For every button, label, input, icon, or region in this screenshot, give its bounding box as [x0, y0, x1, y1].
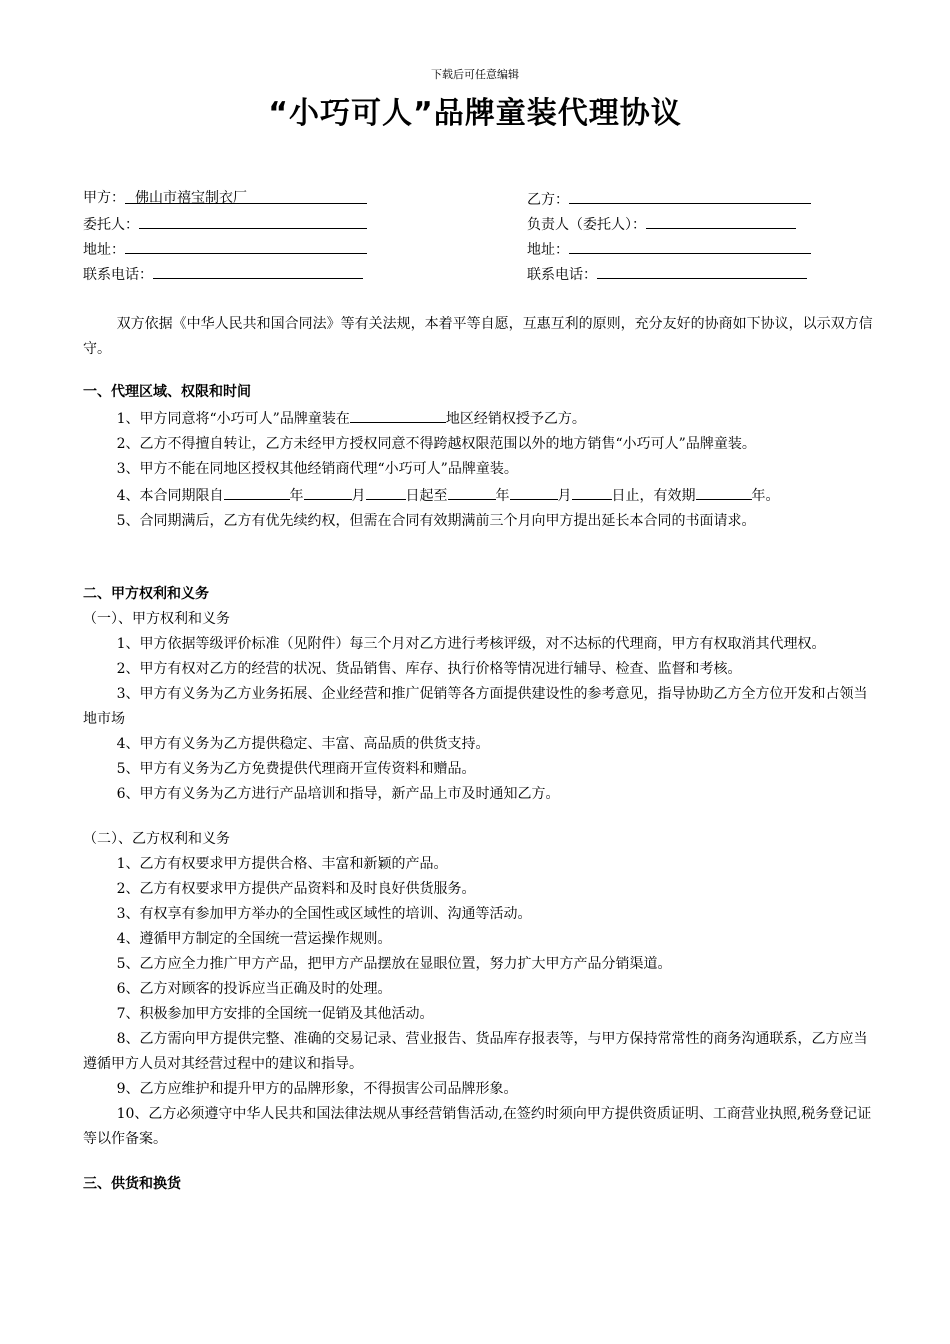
party-b-block: [527, 186, 811, 286]
agreement-body: [83, 312, 873, 1197]
sec2-sub2-item-8: 8、乙方需向甲方提供完整、准确的交易记录、营业报告、货品库存报表等，与甲方保持常常性的商务沟通联系，乙方应当遵循甲方人员对其经营过程中的建议和指导。: [83, 1031, 868, 1072]
party-a-block: [83, 186, 367, 286]
sec2-sub2-title: （二）、乙方权利和义务: [83, 831, 230, 847]
intro-paragraph: 双方依据《中华人民共和国合同法》等有关法规，本着平等自愿，互惠互利的原则，充分友好的协商如下协议，以示双方信守。: [83, 316, 873, 357]
start-year-field[interactable]: [224, 482, 290, 500]
sec2-sub1-title: （一）、甲方权利和义务: [83, 611, 230, 627]
sec2-sub2-item-3: 3、有权享有参加甲方举办的全国性或区域性的培训、沟通等活动。: [116, 906, 532, 922]
party-b-name-field[interactable]: [569, 186, 811, 204]
party-b-address-field[interactable]: [569, 236, 811, 254]
sec2-sub2-item-6: 6、乙方对顾客的投诉应当正确及时的处理。: [116, 981, 392, 997]
party-b-address-label: 地址：: [527, 242, 569, 258]
party-b-agent-label: 负责人（委托人）：: [527, 217, 646, 233]
sec1-item-4: 4、本合同期限自 年 月 日起至 年 月 日止，有效期 年。: [83, 482, 873, 509]
section-2-title: 二、甲方权利和义务: [83, 586, 209, 602]
party-a-name: 佛山市禧宝制衣厂: [135, 190, 247, 206]
validity-years-field[interactable]: [696, 482, 752, 500]
sec2-sub1-item-1: 1、甲方依据等级评价标准（见附件）每三个月对乙方进行考核评级，对不达标的代理商，甲方有权取消其代理权。: [116, 636, 826, 652]
end-month-field[interactable]: [510, 482, 558, 500]
party-b-name-row: [527, 186, 811, 211]
sec2-sub1-item-5: 5、甲方有义务为乙方免费提供代理商开宣传资料和赠品。: [116, 761, 476, 777]
party-a-address-row: [83, 236, 367, 261]
sec2-sub2-item-4: 4、遵循甲方制定的全国统一营运操作规则。: [116, 931, 392, 947]
section-3-title: 三、供货和换货: [83, 1176, 181, 1192]
party-b-phone-field[interactable]: [597, 261, 807, 279]
party-b-address-row: [527, 236, 811, 261]
region-field[interactable]: [350, 405, 446, 423]
sec1-item-1: 1、甲方同意将“小巧可人”品牌童装在 地区经销权授予乙方。: [83, 405, 873, 432]
sec2-sub1-item-4: 4、甲方有义务为乙方提供稳定、丰富、高品质的供货支持。: [116, 736, 490, 752]
party-b-agent-row: [527, 211, 811, 236]
party-a-phone-field[interactable]: [153, 261, 363, 279]
sec1-item-3: 3、甲方不能在同地区授权其他经销商代理“小巧可人”品牌童装。: [116, 461, 518, 477]
sec2-sub2-item-2: 2、乙方有权要求甲方提供产品资料和及时良好供货服务。: [116, 881, 476, 897]
end-day-field[interactable]: [572, 482, 612, 500]
header-note: 下载后可任意编辑: [431, 68, 519, 81]
sec1-item-2: 2、乙方不得擅自转让，乙方未经甲方授权同意不得跨越权限范围以外的地方销售“小巧可人”品牌童装。: [116, 436, 756, 452]
party-a-name-field[interactable]: [125, 186, 367, 204]
sec2-sub2-item-1: 1、乙方有权要求甲方提供合格、丰富和新颖的产品。: [116, 856, 448, 872]
section-1-title: 一、代理区域、权限和时间: [83, 384, 251, 400]
sec2-sub2-item-9: 9、乙方应维护和提升甲方的品牌形象，不得损害公司品牌形象。: [116, 1081, 518, 1097]
party-b-agent-field[interactable]: [646, 211, 796, 229]
sec1-item-5: 5、合同期满后，乙方有优先续约权，但需在合同有效期满前三个月向甲方提出延长本合同的书面请求。: [116, 513, 756, 529]
sec2-sub1-item-6: 6、甲方有义务为乙方进行产品培训和指导，新产品上市及时通知乙方。: [116, 786, 560, 802]
end-year-field[interactable]: [448, 482, 496, 500]
party-a-agent-label: 委托人：: [83, 217, 139, 233]
sec2-sub2-item-7: 7、积极参加甲方安排的全国统一促销及其他活动。: [116, 1006, 434, 1022]
party-a-agent-row: [83, 211, 367, 236]
party-a-address-field[interactable]: [125, 236, 367, 254]
sec2-sub1-item-3: 3、甲方有义务为乙方业务拓展、企业经营和推广促销等各方面提供建设性的参考意见，指导协助乙方全方位开发和占领当地市场: [83, 686, 868, 727]
party-a-phone-row: [83, 261, 367, 286]
sec2-sub2-item-10: 10、乙方必须遵守中华人民共和国法律法规从事经营销售活动,在签约时须向甲方提供资质证明、工商营业执照,税务登记证等以作备案。: [83, 1106, 872, 1147]
party-a-agent-field[interactable]: [139, 211, 367, 229]
party-a-name-row: [83, 186, 367, 211]
party-a-address-label: 地址：: [83, 242, 125, 258]
sec2-sub1-item-2: 2、甲方有权对乙方的经营的状况、货品销售、库存、执行价格等情况进行辅导、检查、监督和考核。: [116, 661, 742, 677]
party-a-label: 甲方：: [83, 190, 125, 206]
party-a-phone-label: 联系电话：: [83, 267, 153, 283]
start-day-field[interactable]: [366, 482, 406, 500]
party-b-phone-row: [527, 261, 811, 286]
party-b-phone-label: 联系电话：: [527, 267, 597, 283]
document-title: “小巧可人”品牌童装代理协议: [268, 96, 682, 131]
sec2-sub2-item-5: 5、乙方应全力推广甲方产品，把甲方产品摆放在显眼位置，努力扩大甲方产品分销渠道。: [116, 956, 672, 972]
party-b-label: 乙方：: [527, 192, 569, 208]
start-month-field[interactable]: [304, 482, 352, 500]
